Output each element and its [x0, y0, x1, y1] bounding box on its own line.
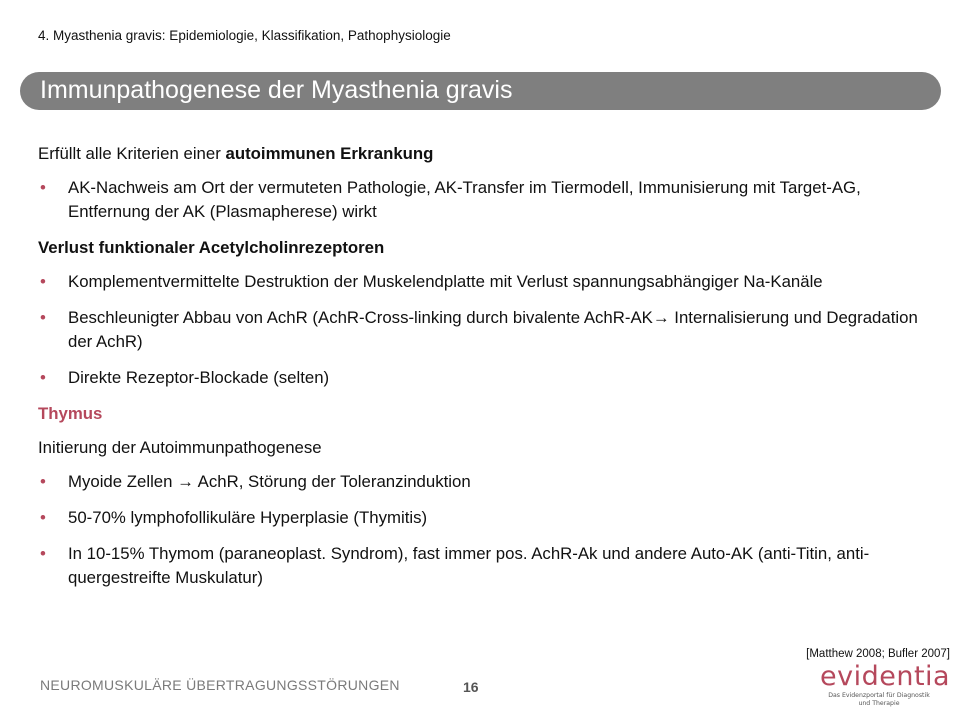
bullet-text: AK-Nachweis am Ort der vermuteten Pathologie, AK-Transfer im Tiermodell, Immunisierung mit Target-AG, Entfernung der AK (Plasmapherese) wirkt [68, 178, 861, 221]
citation: [Matthew 2008; Bufler 2007] [806, 648, 950, 660]
bullet-icon: • [40, 472, 46, 491]
arrow-right-icon: → [177, 472, 194, 491]
bullet-text: Internalisierung und Degradation der AchR) [68, 308, 918, 351]
logo-tagline: Das Evidenzportal für Diagnostik [828, 692, 930, 699]
title-bar [20, 72, 941, 110]
bullet-item [38, 176, 918, 224]
arrow-right-icon: → [652, 308, 670, 327]
breadcrumb: 4. Myasthenia gravis: Epidemiologie, Klassifikation, Pathophysiologie [38, 28, 451, 43]
heading-bold: autoimmunen Erkrankung [225, 144, 434, 163]
logo-wordmark: evidentia [820, 661, 951, 692]
slide-content [38, 142, 918, 602]
bullet-icon: • [40, 178, 46, 197]
slide-title: Immunpathogenese der Myasthenia gravis [40, 76, 513, 104]
bullet-text: AchR, Störung der Toleranzinduktion [193, 472, 471, 491]
bullet-icon: • [40, 544, 46, 563]
bullet-text: Komplementvermittelte Destruktion der Muskelendplatte mit Verlust spannungsabhängiger Na-Kanäle [68, 272, 823, 291]
page-number: 16 [463, 679, 479, 695]
bullet-text: In 10-15% Thymom (paraneoplast. Syndrom), fast immer pos. AchR-Ak und andere Auto-AK (anti-Titin, anti-quergestreifte Muskulatur) [68, 544, 870, 587]
bullet-icon: • [40, 272, 46, 291]
bullet-item [38, 542, 918, 590]
bullet-item [38, 306, 918, 354]
bullet-icon: • [40, 508, 46, 527]
section-heading-thymus: Thymus [38, 404, 103, 423]
bullet-text: Direkte Rezeptor-Blockade (selten) [68, 368, 330, 387]
bullet-icon: • [40, 308, 46, 327]
bullet-text: 50-70% lymphofollikuläre Hyperplasie (Thymitis) [68, 508, 428, 527]
heading-prefix: Erfüllt alle Kriterien einer [38, 144, 226, 163]
section-heading-autoimmune [38, 142, 918, 166]
section-subheading: Initierung der Autoimmunpathogenese [38, 438, 322, 457]
section-heading-receptors: Verlust funktionaler Acetylcholinrezeptoren [38, 238, 385, 257]
bullet-item [38, 470, 918, 494]
logo-tagline: und Therapie [858, 699, 900, 707]
bullet-text: Beschleunigter Abbau von AchR (AchR-Cross-linking durch bivalente AchR-AK [68, 308, 653, 327]
bullet-icon: • [40, 368, 46, 387]
bullet-item [38, 506, 918, 530]
footer-section-label: NEUROMUSKULÄRE ÜBERTRAGUNGSSTÖRUNGEN [40, 677, 400, 693]
bullet-item [38, 366, 918, 390]
bullet-text: Myoide Zellen [68, 472, 178, 491]
bullet-item [38, 270, 918, 294]
evidentia-logo [820, 661, 951, 707]
